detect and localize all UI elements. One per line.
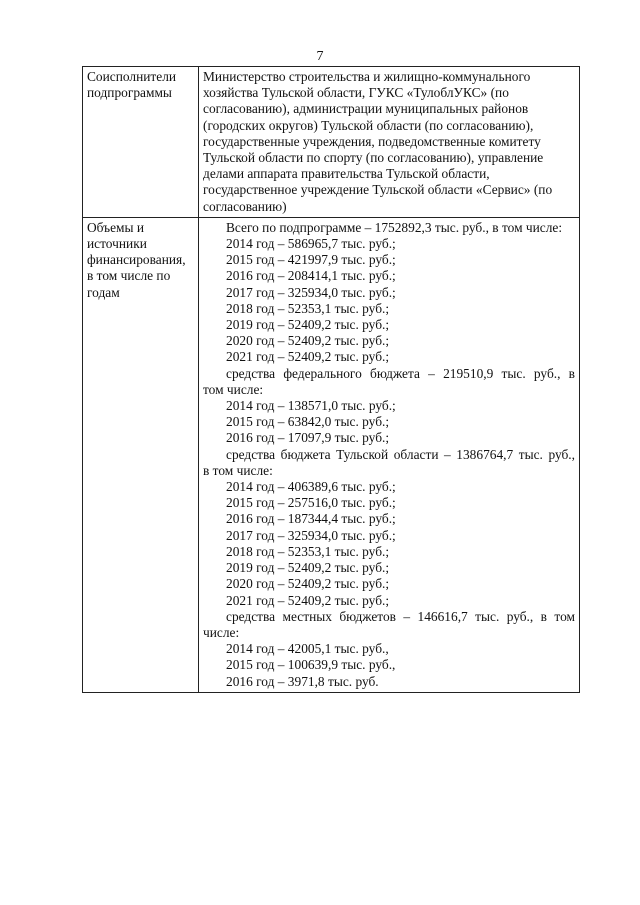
- federal-year-line: 2014 год – 138571,0 тыс. руб.;: [226, 398, 396, 414]
- total-year-line: 2014 год – 586965,7 тыс. руб.;: [226, 236, 396, 252]
- local-year-line: 2016 год – 3971,8 тыс. руб.: [226, 673, 379, 689]
- federal-budget-heading-cont: том числе:: [203, 381, 264, 397]
- table-row-funding: [83, 217, 580, 692]
- total-year-line: 2016 год – 208414,1 тыс. руб.;: [226, 268, 396, 284]
- regional-budget-heading: средства бюджета Тульской области – 1386764,7 тыс. руб.,: [226, 446, 575, 462]
- regional-year-line: 2021 год – 52409,2 тыс. руб.;: [226, 592, 390, 608]
- total-year-line: 2019 год – 52409,2 тыс. руб.;: [226, 317, 390, 333]
- row-label-funding: Объемы и источники финансирования, в том числе по годам: [83, 217, 199, 692]
- table-row-coexecutors: [83, 67, 580, 218]
- regional-year-line: 2017 год – 325934,0 тыс. руб.;: [226, 527, 396, 543]
- local-budget-heading: средства местных бюджетов – 146616,7 тыс. руб., в том: [226, 608, 575, 624]
- regional-year-line: 2018 год – 52353,1 тыс. руб.;: [226, 543, 390, 559]
- federal-year-line: 2016 год – 17097,9 тыс. руб.;: [226, 430, 390, 446]
- total-year-line: 2021 год – 52409,2 тыс. руб.;: [226, 349, 390, 365]
- regional-year-line: 2015 год – 257516,0 тыс. руб.;: [226, 495, 396, 511]
- local-year-line: 2014 год – 42005,1 тыс. руб.,: [226, 641, 389, 657]
- regional-year-line: 2019 год – 52409,2 тыс. руб.;: [226, 560, 390, 576]
- total-year-line: 2020 год – 52409,2 тыс. руб.;: [226, 333, 390, 349]
- funding-total: Всего по подпрограмме – 1752892,3 тыс. руб., в том числе:: [226, 219, 563, 235]
- row-value-coexecutors: Министерство строительства и жилищно-коммунального хозяйства Тульской области, ГУКС «ТулоблУКС» (по согласованию), администрации муниципальных районов (городских округов) Тульской области (по согласованию), государственные учреждения, подведомственные комитету Тульской области по спорту (по согласованию), управление делами аппарата правительства Тульской области, государственное учреждение Тульской области «Сервис» (по согласованию): [199, 67, 580, 218]
- regional-budget-heading-cont: в том числе:: [203, 462, 273, 478]
- total-year-line: 2018 год – 52353,1 тыс. руб.;: [226, 300, 390, 316]
- local-budget-heading-cont: числе:: [203, 624, 240, 640]
- federal-budget-heading: средства федерального бюджета – 219510,9 тыс. руб., в: [226, 365, 575, 381]
- total-year-line: 2015 год – 421997,9 тыс. руб.;: [226, 252, 396, 268]
- regional-year-line: 2014 год – 406389,6 тыс. руб.;: [226, 479, 396, 495]
- regional-year-line: 2020 год – 52409,2 тыс. руб.;: [226, 576, 390, 592]
- row-value-funding: [199, 217, 580, 692]
- federal-year-line: 2015 год – 63842,0 тыс. руб.;: [226, 414, 390, 430]
- total-year-line: 2017 год – 325934,0 тыс. руб.;: [226, 284, 396, 300]
- subprogram-passport-table: [82, 66, 580, 693]
- local-year-line: 2015 год – 100639,9 тыс. руб.,: [226, 657, 396, 673]
- row-label-coexecutors: Соисполнители подпрограммы: [83, 67, 199, 218]
- regional-year-line: 2016 год – 187344,4 тыс. руб.;: [226, 511, 396, 527]
- page-number: 7: [316, 49, 324, 64]
